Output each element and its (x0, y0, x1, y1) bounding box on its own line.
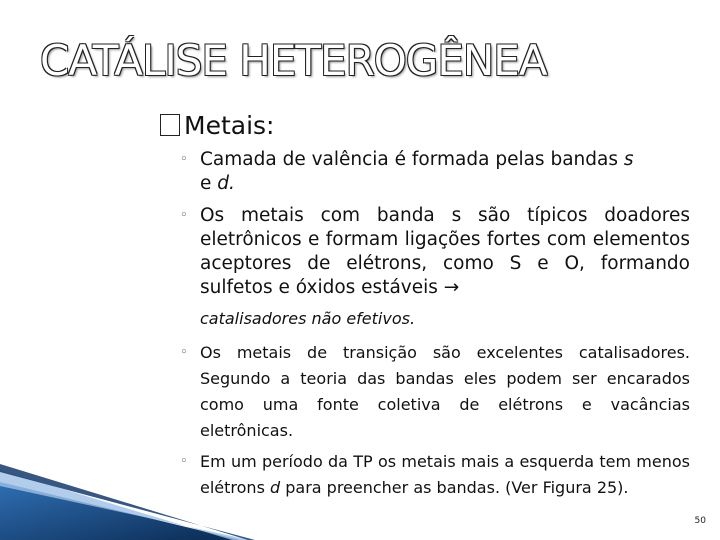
bullet-text-part: catalisadores não efetivos. (200, 309, 416, 328)
page-number: 50 (694, 516, 706, 526)
bullet-text-part: d. (217, 173, 235, 194)
bullet-icon: ◦ (180, 454, 188, 469)
bullet-item (180, 449, 690, 501)
bullet-icon: ◦ (180, 345, 188, 360)
bullet-text-part: e (200, 173, 218, 194)
bullet-text (200, 204, 690, 332)
bullet-text (200, 449, 690, 501)
section-label: Metais: (184, 111, 275, 140)
bullet-text-part: Os metais com banda s são típicos doadores eletrônicos e formam ligações fortes com elementos aceptores de elétrons, como S e O, formando sulfetos e óxidos estáveis → (200, 205, 690, 298)
bullet-item (180, 204, 690, 332)
bullet-text-part: para preencher as bandas. (Ver Figura 25). (280, 478, 629, 497)
bullet-text-part: s (623, 149, 634, 170)
bullet-item (180, 148, 690, 196)
bullet-text: Os metais de transição são excelentes catalisadores. Segundo a teoria das bandas eles podem ser encarados como uma fonte coletiva de elétrons e vacâncias eletrônicas. (200, 343, 690, 440)
bullet-text (200, 148, 690, 196)
page-title: CATÁLISE HETEROGÊNEA (40, 36, 547, 85)
bullet-text-part: d (269, 478, 281, 497)
bullet-icon: ◦ (180, 208, 188, 223)
section-heading (160, 111, 274, 140)
bullet-box-icon (160, 114, 180, 136)
bullet-item (180, 340, 690, 444)
bullet-text-part: Camada de valência é formada pelas bandas (200, 149, 624, 170)
bullet-icon: ◦ (180, 152, 188, 167)
bullet-text-part: Em um período da TP os metais mais a esquerda tem menos elétrons (200, 452, 690, 497)
